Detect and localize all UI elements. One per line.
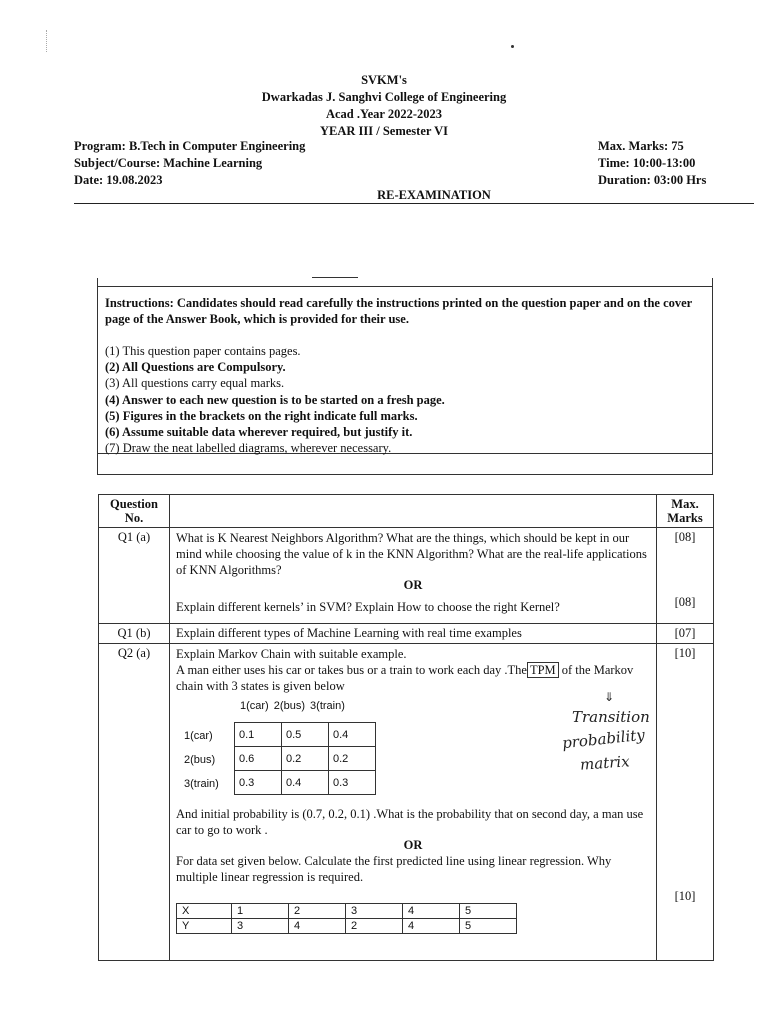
marks-cell <box>657 528 714 624</box>
xy-cell: 5 <box>460 904 517 919</box>
xy-cell: 3 <box>346 904 403 919</box>
q2a-marks: [10] <box>674 646 696 660</box>
xy-cell: 5 <box>460 919 517 934</box>
q2a-initial-prob: And initial probability is (0.7, 0.2, 0.1) .What is the probability that on second day, a man use car to go to work . <box>176 807 644 837</box>
subject-line: Subject/Course: Machine Learning <box>74 156 263 170</box>
tpm-cell: 0.6 <box>235 747 282 771</box>
q2a-alt-marks: [10] <box>674 889 696 903</box>
tpm-grid <box>234 722 376 795</box>
tpm-row-label: 1(car) <box>184 730 213 742</box>
institute-short: SVKM's <box>361 73 407 87</box>
handwritten-note: matrix <box>579 752 631 774</box>
tpm-row-label: 2(bus) <box>184 754 216 766</box>
tpm-cell: 0.4 <box>282 771 329 795</box>
question-no: Q1 (b) <box>99 624 170 644</box>
college-name: Dwarkadas J. Sanghvi College of Engineering <box>261 90 507 104</box>
xy-cell: 4 <box>289 919 346 934</box>
tpm-cell: 0.5 <box>282 723 329 747</box>
time-line: Time: 10:00-13:00 <box>598 156 696 170</box>
tpm-header: 2(bus) <box>273 700 305 712</box>
meta-left <box>74 138 305 189</box>
xy-data-table <box>176 903 517 934</box>
instructions-list <box>105 343 445 456</box>
xy-cell: 2 <box>289 904 346 919</box>
xy-cell: 4 <box>403 904 460 919</box>
xy-row-x <box>177 904 517 919</box>
xy-label: X <box>177 904 232 919</box>
handwritten-note: Transition <box>572 708 650 726</box>
tpm-boxed-word: TPM <box>527 662 559 678</box>
exam-type: RE-EXAMINATION <box>377 188 491 202</box>
col-question-text <box>170 495 657 528</box>
instruction-item: (7) Draw the neat labelled diagrams, wherever necessary. <box>105 441 392 456</box>
header-divider <box>74 203 754 204</box>
table-header-row <box>99 495 714 528</box>
question-text <box>170 644 657 961</box>
question-no: Q2 (a) <box>99 644 170 961</box>
question-no: Q1 (a) <box>99 528 170 624</box>
instruction-item: (5) Figures in the brackets on the right indicate full marks. <box>105 408 418 423</box>
tpm-row-labels <box>184 724 219 796</box>
tpm-column-headers <box>240 700 345 712</box>
q2a-line2-post: of the Markov chain with 3 states is given below <box>176 663 634 693</box>
table-row-q1a <box>99 528 714 624</box>
tpm-cell: 0.2 <box>282 747 329 771</box>
year-semester: YEAR III / Semester VI <box>319 124 448 138</box>
table-row-q2a <box>99 644 714 961</box>
instruction-item: (2) All Questions are Compulsory. <box>105 360 286 375</box>
xy-cell: 3 <box>232 919 289 934</box>
instruction-item: (6) Assume suitable data wherever required, but justify it. <box>105 425 413 440</box>
meta-right <box>598 138 706 189</box>
q2a-line2-pre: A man either uses his car or takes bus or a train to work each day .The <box>176 663 527 677</box>
q1a-alt-marks: [08] <box>674 595 696 609</box>
col-max-marks: Max. Marks <box>657 495 714 528</box>
question-text <box>170 528 657 624</box>
tpm-row <box>235 723 376 747</box>
instruction-item: (4) Answer to each new question is to be started on a fresh page. <box>105 392 445 407</box>
question-text: Explain different types of Machine Learning with real time examples <box>170 624 657 644</box>
q2a-alt-text: For data set given below. Calculate the first predicted line using linear regression. Why multiple linear regression is required. <box>176 854 612 884</box>
tpm-row-label: 3(train) <box>184 778 219 790</box>
scan-mark <box>46 30 49 52</box>
or-label: OR <box>403 578 423 592</box>
date-line: Date: 19.08.2023 <box>74 173 163 187</box>
max-marks-line: Max. Marks: 75 <box>598 139 684 153</box>
q1a-text: What is K Nearest Neighbors Algorithm? What are the things, which should be kept in our mind while choosing the value of k in the KNN Algorithm? What are the real-life applications of KNN Algorithms? <box>176 531 647 577</box>
tpm-cell: 0.1 <box>235 723 282 747</box>
xy-cell: 2 <box>346 919 403 934</box>
marks-cell <box>657 644 714 961</box>
tpm-header: 3(train) <box>310 700 345 712</box>
instruction-item: (3) All questions carry equal marks. <box>105 376 285 391</box>
instructions-title: Instructions: Candidates should read carefully the instructions printed on the question paper and on the cover page of the Answer Book, which is provided for their use. <box>105 296 692 326</box>
paper-header <box>0 72 768 140</box>
scan-dot <box>511 45 514 48</box>
col-question-no: Question No. <box>99 495 170 528</box>
table-row-q1b <box>99 624 714 644</box>
q2a-line2 <box>176 662 650 694</box>
down-arrow-icon: ⇓ <box>604 690 615 704</box>
tpm-table <box>234 722 376 795</box>
xy-label: Y <box>177 919 232 934</box>
q2a-line1: Explain Markov Chain with suitable example. <box>176 647 407 661</box>
q1b-marks: [07] <box>657 624 714 644</box>
tpm-cell: 0.3 <box>235 771 282 795</box>
instruction-item: (1) This question paper contains pages. <box>105 344 301 358</box>
tpm-row <box>235 771 376 795</box>
acad-year: Acad .Year 2022-2023 <box>325 107 443 121</box>
question-table <box>98 494 714 961</box>
instructions-box <box>97 278 713 475</box>
program-line: Program: B.Tech in Computer Engineering <box>74 139 306 153</box>
q1a-marks: [08] <box>674 530 696 544</box>
instructions-inner <box>98 286 712 454</box>
tpm-cell: 0.3 <box>329 771 376 795</box>
xy-cell: 1 <box>232 904 289 919</box>
tpm-cell: 0.2 <box>329 747 376 771</box>
xy-cell: 4 <box>403 919 460 934</box>
or-label: OR <box>403 838 423 852</box>
tpm-header: 1(car) <box>240 700 269 712</box>
duration-line: Duration: 03:00 Hrs <box>598 173 707 187</box>
tpm-section <box>176 690 650 802</box>
xy-row-y <box>177 919 517 934</box>
q1a-alt-text: Explain different kernels’ in SVM? Explain How to choose the right Kernel? <box>176 600 560 614</box>
handwritten-note: probability <box>561 725 646 753</box>
tpm-cell: 0.4 <box>329 723 376 747</box>
tpm-row <box>235 747 376 771</box>
